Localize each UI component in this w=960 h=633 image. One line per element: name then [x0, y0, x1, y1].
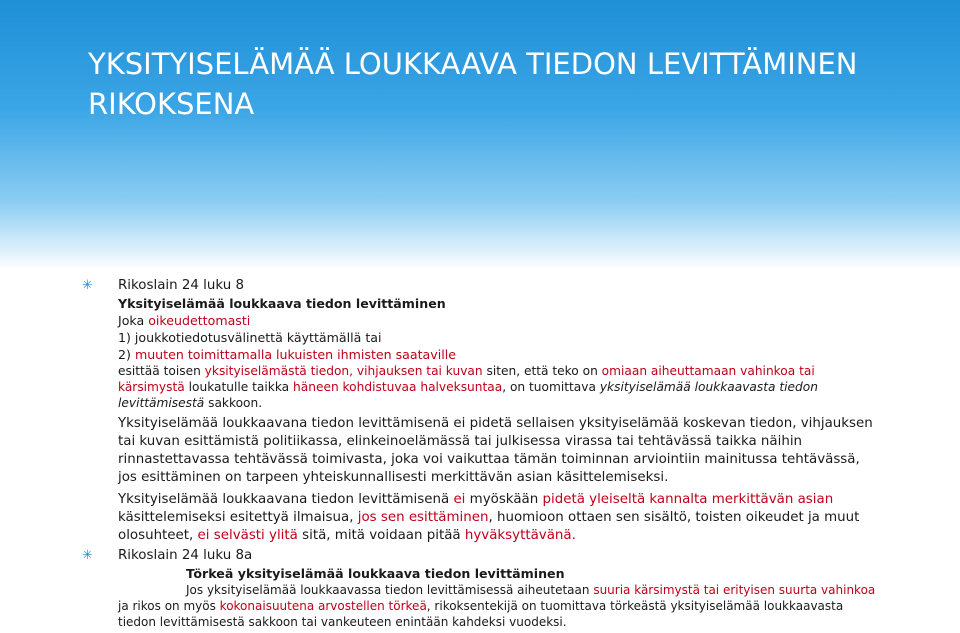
- bullet-section-1: [82, 277, 882, 545]
- law-paragraph-2: Yksityiselämää loukkaavana tiedon levittämisenä ei pidetä sellaisen yksityiselämää koskevan tiedon, vihjauksen tai kuvan esittämistä politiikassa, elinkeinoelämässä tai julkisessa virassa tai tehtävässä taikka näihin rinnastettavassa tehtävässä toimivasta, joka voi vaikuttaa tämän toiminnan arviointiin mainitussa tehtävässä, jos esittäminen on tarpeen yhteiskunnallisesti merkittävän asian käsittelemiseksi.: [118, 416, 873, 485]
- highlight-span: ei selvästi ylitä: [197, 528, 298, 543]
- text-span: sitä, mitä voidaan pitää: [297, 528, 465, 543]
- highlight-span: pidetä yleiseltä kannalta merkittävän asian: [542, 492, 834, 507]
- text-span: sakkoon.: [204, 396, 263, 410]
- text-span: Yksityiselämää loukkaavana tiedon levittämisenä: [118, 492, 454, 507]
- section-1-heading: Rikoslain 24 luku 8: [118, 278, 244, 293]
- text-span: esittää toisen: [118, 364, 205, 378]
- section-2-subheading: Törkeä yksityiselämää loukkaava tiedon levittäminen: [186, 566, 565, 581]
- highlight-span: oikeudettomasti: [148, 313, 251, 328]
- law-line-4: 1) joukkotiedotusvälinettä käyttämällä tai: [118, 330, 382, 345]
- text-span: , huomioon ottaen sen sisältö, toisten oikeudet ja muut olosuhteet,: [118, 510, 860, 543]
- text-span: , rikoksentekijä on tuomittava törkeästä yksityiselämää loukkaavasta tiedon levittämisestä sakkoon tai vankeuteen enintään kahdeksi vuodeksi.: [118, 599, 844, 629]
- section-2-paragraph: [82, 582, 882, 630]
- text-span: siten, että teko on: [482, 364, 602, 378]
- highlight-span: muuten toimittamalla lukuisten ihmisten saataville: [134, 347, 456, 362]
- text-span: Jos yksityiselämää loukkaavassa tiedon levittämisessä aiheutetaan: [186, 583, 594, 597]
- law-line-5: [118, 346, 882, 363]
- section-1-subheading: Yksityiselämää loukkaava tiedon levittäminen: [118, 296, 446, 311]
- title-background: [0, 0, 960, 270]
- highlight-span: häneen kohdistuvaa halveksuntaa: [293, 380, 503, 394]
- highlight-span: kokonaisuutena arvostellen törkeä: [219, 599, 427, 613]
- text-span: käsittelemiseksi esitettyä ilmaisua,: [118, 510, 358, 525]
- highlight-span: ei: [453, 492, 466, 507]
- law-line-3: [118, 312, 882, 329]
- text-span: 2): [118, 347, 135, 362]
- bullet-icon: ✳: [82, 278, 93, 293]
- page-title: YKSITYISELÄMÄÄ LOUKKAAVA TIEDON LEVITTÄMINEN RIKOKSENA: [88, 47, 858, 121]
- slide-body: [82, 277, 882, 630]
- law-paragraph-1: [118, 363, 882, 411]
- highlight-span: omiaan aiheuttamaan vahinkoa tai kärsimystä: [118, 364, 815, 394]
- text-span: Joka: [118, 313, 149, 328]
- italic-span: yksityiselämää loukkaavasta tiedon levittämisestä: [118, 380, 818, 410]
- highlight-span: jos sen esittäminen: [357, 510, 489, 525]
- highlight-span: suuria kärsimystä tai erityisen suurta vahinkoa: [593, 583, 876, 597]
- text-span: , on tuomittava: [502, 380, 600, 394]
- text-span: loukatulle taikka: [184, 380, 294, 394]
- highlight-span: yksityiselämästä tiedon, vihjauksen tai kuvan: [204, 364, 483, 378]
- highlight-span: hyväksyttävänä.: [464, 528, 576, 543]
- section-2-heading: Rikoslain 24 luku 8a: [118, 548, 253, 563]
- bullet-section-2: [82, 547, 882, 565]
- text-span: ja rikos on myös: [118, 599, 220, 613]
- bullet-icon: ✳: [82, 548, 93, 563]
- text-span: myöskään: [465, 492, 543, 507]
- law-paragraph-3: [118, 491, 882, 545]
